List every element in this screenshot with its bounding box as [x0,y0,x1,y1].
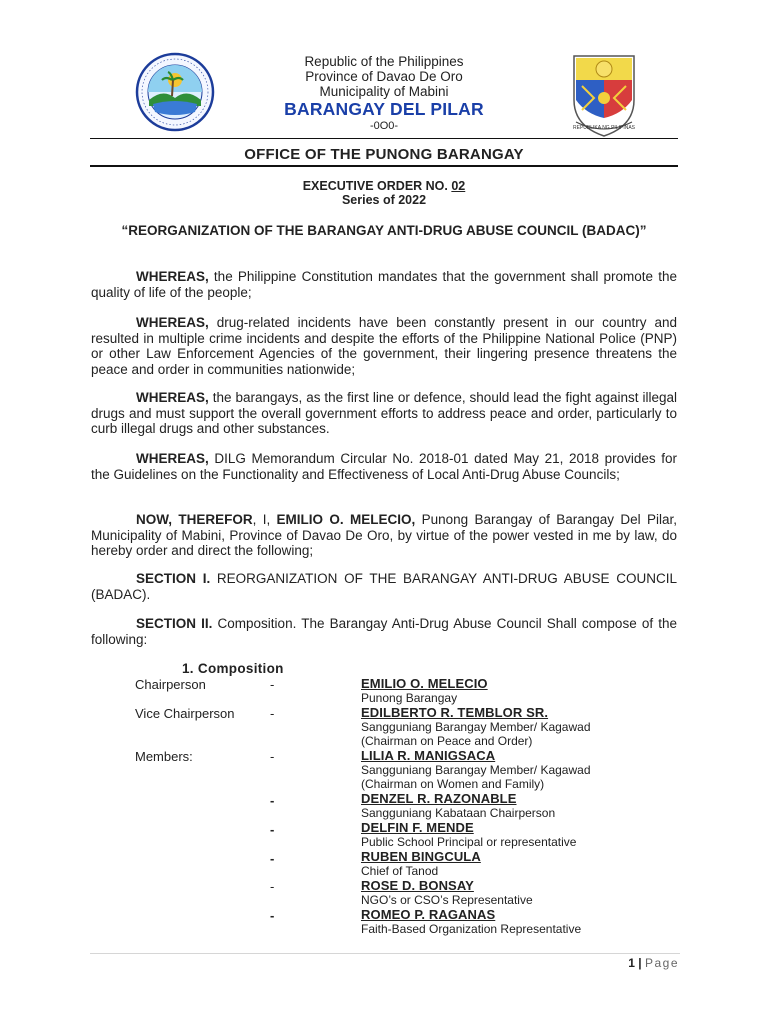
member-name: EMILIO O. MELECIO [361,676,488,691]
member-position: Chief of Tanod [361,864,439,878]
whereas-paragraph-2: WHEREAS, drug-related incidents have been constantly present in our country and resulted in multiple crime incidents and despite the efforts of the Philippine National Police (PNP) or other Law Enforcement Agencies of the government, their lingering presence threatens the peace and order in communities nationwide; [91,315,677,377]
member-position: Sangguniang Barangay Member/ Kagawad [361,720,591,734]
svg-text:REPUBLIKA NG PILIPINAS: REPUBLIKA NG PILIPINAS [573,125,635,131]
office-title: OFFICE OF THE PUNONG BARANGAY [244,146,524,163]
member-position: Public School Principal or representative [361,835,577,849]
role-dash: - [270,677,275,692]
order-title: “REORGANIZATION OF THE BARANGAY ANTI-DRUG ABUSE COUNCIL (BADAC)” [121,223,647,238]
section-1-paragraph: SECTION I. REORGANIZATION OF THE BARANGAY ANTI-DRUG ABUSE COUNCIL (BADAC). [91,571,677,602]
section-2-paragraph: SECTION II. Composition. The Barangay Anti-Drug Abuse Council Shall compose of the following: [91,616,677,647]
barangay-name: BARANGAY DEL PILAR [284,99,484,119]
role-vice-chairperson: Vice Chairperson [135,706,235,721]
member-position: Punong Barangay [361,691,458,705]
role-dash: - [270,749,275,764]
role-dash: - [270,851,275,866]
header-rule-bottom [90,165,678,167]
whereas-paragraph-1: WHEREAS, the Philippine Constitution mandates that the government shall promote the quality of life of the people; [91,269,677,300]
member-name: RUBEN BINGCULA [361,849,481,864]
executive-order-number: EXECUTIVE ORDER NO. 02 [302,179,466,193]
role-members: Members: [135,749,193,764]
executive-order-series: Series of 2022 [341,193,427,207]
member-name: ROSE D. BONSAY [361,878,474,893]
member-position: Faith-Based Organization Representative [361,922,582,936]
role-dash: - [270,879,275,894]
now-therefore-paragraph: NOW, THEREFOR, I, EMILIO O. MELECIO, Punong Barangay of Barangay Del Pilar, Municipality of Mabini, Province of Davao De Oro, by virtue of the power vested in me by law, do hereby order and direct the following; [91,512,677,559]
role-dash: - [270,793,275,808]
member-position-detail: (Chairman on Peace and Order) [361,734,533,748]
header-separator: -0O0- [369,120,399,132]
member-name: EDILBERTO R. TEMBLOR SR. [361,705,549,720]
footer-rule [90,953,680,954]
member-position-detail: (Chairman on Women and Family) [361,777,545,791]
member-position: Sangguniang Barangay Member/ Kagawad [361,763,591,777]
header-rule-top [90,138,678,139]
role-dash: - [270,822,275,837]
member-position: NGO’s or CSO’s Representative [361,893,533,907]
header-province: Province of Davao De Oro [305,69,463,84]
header-municipality: Municipality of Mabini [319,84,449,99]
member-position: Sangguniang Kabataan Chairperson [361,806,556,820]
member-name: LILIA R. MANIGSACA [361,748,496,763]
member-name: DENZEL R. RAZONABLE [361,791,517,806]
whereas-paragraph-3: WHEREAS, the barangays, as the first line or defence, should lead the fight against illegal drugs and must support the overall government efforts to address peace and order, particularly to curb illegal drugs and other substances. [91,390,677,437]
role-dash: - [270,706,275,721]
member-name: DELFIN F. MENDE [361,820,474,835]
role-dash: - [270,908,275,923]
role-chairperson: Chairperson [135,677,206,692]
member-name: ROMEO P. RAGANAS [361,907,496,922]
composition-heading: 1. Composition [182,661,284,676]
whereas-paragraph-4: WHEREAS, DILG Memorandum Circular No. 2018-01 dated May 21, 2018 provides for the Guidelines on the Functionality and Effectiveness of Local Anti-Drug Abuse Councils; [91,451,677,482]
header-republic: Republic of the Philippines [304,54,464,69]
page-number: 1 | Page [628,956,679,970]
